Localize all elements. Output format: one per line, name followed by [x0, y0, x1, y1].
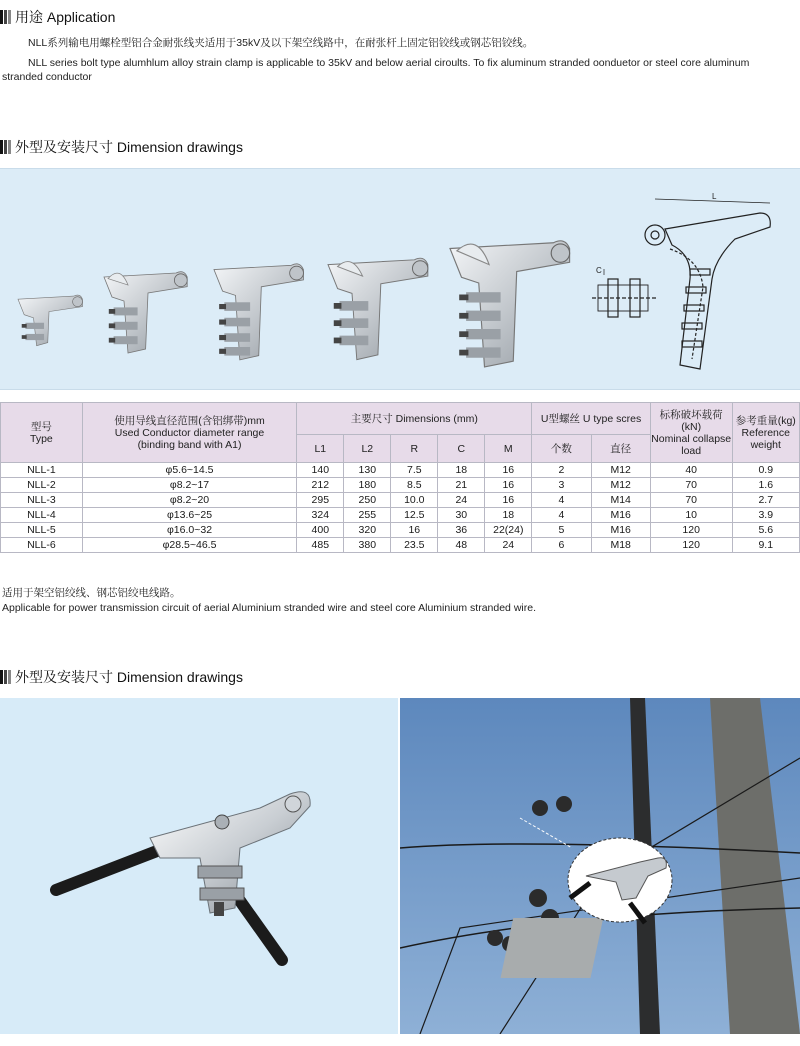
cell-l2: 180: [344, 478, 391, 493]
cell-l1: 324: [297, 508, 344, 523]
cell-c: 24: [438, 493, 485, 508]
cell-load: 10: [650, 508, 732, 523]
cell-type: NLL-2: [1, 478, 83, 493]
note-en: Applicable for power transmission circuit of aerial Aluminium stranded wire and steel core Aluminium stranded wire.: [2, 602, 536, 614]
cell-weight: 5.6: [732, 523, 799, 538]
clamp-product-photos: [0, 169, 800, 391]
cell-r: 12.5: [391, 508, 438, 523]
note-cn: 适用于架空铝绞线、钢芯铝绞电线路。: [2, 587, 181, 599]
sub-m: M: [485, 435, 532, 463]
cell-l2: 320: [344, 523, 391, 538]
cell-m: 16: [485, 493, 532, 508]
cell-count: 4: [532, 508, 591, 523]
cell-load: 120: [650, 523, 732, 538]
cell-r: 10.0: [391, 493, 438, 508]
cell-type: NLL-6: [1, 538, 83, 553]
cell-l1: 212: [297, 478, 344, 493]
dimension-title-2: 外型及安装尺寸 Dimension drawings: [15, 669, 243, 685]
cell-c: 36: [438, 523, 485, 538]
cell-size: M18: [591, 538, 650, 553]
cell-size: M16: [591, 523, 650, 538]
cell-count: 5: [532, 523, 591, 538]
cell-r: 23.5: [391, 538, 438, 553]
cell-type: NLL-5: [1, 523, 83, 538]
application-text-cn: NLL系列输电用螺栓型铝合金耐张线夹适用于35kV及以下架空线路中，在耐张杆上固定铝铰线或钢芯铝铰线。: [28, 37, 534, 49]
col-weight-header: 参考重量(kg) Reference weight: [732, 403, 799, 463]
cell-l1: 295: [297, 493, 344, 508]
clamp-closeup-image: [0, 698, 398, 1034]
section-bars-icon: [0, 10, 11, 24]
sub-r: R: [391, 435, 438, 463]
pole-scene-image: [400, 698, 800, 1034]
cell-l2: 255: [344, 508, 391, 523]
sub-count: 个数: [532, 435, 591, 463]
cell-l1: 140: [297, 463, 344, 478]
cell-count: 6: [532, 538, 591, 553]
cell-m: 16: [485, 463, 532, 478]
cell-diameter: φ16.0~32: [82, 523, 297, 538]
cell-m: 24: [485, 538, 532, 553]
table-row: [1, 463, 800, 478]
col-utype-header: U型螺丝 U type scres: [532, 403, 651, 435]
col-model-header: 型号 Type: [1, 403, 83, 463]
product-photo-panel: [0, 168, 800, 390]
sub-l2: L2: [344, 435, 391, 463]
installed-clamp-photo: [0, 698, 398, 1034]
cell-load: 40: [650, 463, 732, 478]
cell-weight: 1.6: [732, 478, 799, 493]
cell-r: 8.5: [391, 478, 438, 493]
clamp-photo-nll-2: [104, 272, 187, 353]
sub-c: C: [438, 435, 485, 463]
cell-size: M14: [591, 493, 650, 508]
pole-installation-photo: [400, 698, 800, 1034]
cell-count: 3: [532, 478, 591, 493]
cell-l2: 130: [344, 463, 391, 478]
cell-load: 120: [650, 538, 732, 553]
dimension-title-1: 外型及安装尺寸 Dimension drawings: [15, 139, 243, 155]
cell-type: NLL-1: [1, 463, 83, 478]
cell-c: 21: [438, 478, 485, 493]
dimension-heading-2: [0, 666, 243, 688]
sub-size: 直径: [591, 435, 650, 463]
section-bars-icon: [0, 670, 11, 684]
col-diameter-header: 使用导线直径范围(含铝绑带)mm Used Conductor diameter range (binding band with A1): [82, 403, 297, 463]
col-load-header: 标称破坏载荷(kN) Nominal collapse load: [650, 403, 732, 463]
cell-r: 7.5: [391, 463, 438, 478]
cell-weight: 0.9: [732, 463, 799, 478]
table-row: [1, 478, 800, 493]
cell-type: NLL-3: [1, 493, 83, 508]
application-heading: [0, 6, 115, 28]
cell-c: 48: [438, 538, 485, 553]
cell-l2: 250: [344, 493, 391, 508]
clamp-photo-nll-1: [18, 295, 82, 346]
cell-m: 16: [485, 478, 532, 493]
clamp-photo-nll-3: [214, 264, 303, 360]
cell-diameter: φ28.5~46.5: [82, 538, 297, 553]
drawing-label-l: L: [712, 192, 717, 201]
cell-size: M16: [591, 508, 650, 523]
cell-m: 22(24): [485, 523, 532, 538]
cell-diameter: φ13.6~25: [82, 508, 297, 523]
cell-size: M12: [591, 463, 650, 478]
drawing-label-c: C: [596, 266, 602, 275]
cell-count: 4: [532, 493, 591, 508]
application-text-en: NLL series bolt type alumhlum alloy strain clamp is applicable to 35kV and below aerial ciroults. To fix aluminum stranded oonduetor or steel core aluminum stranded conductor: [2, 57, 750, 83]
clamp-photo-nll-5: [450, 241, 570, 367]
cell-diameter: φ8.2~17: [82, 478, 297, 493]
cell-r: 16: [391, 523, 438, 538]
cell-weight: 9.1: [732, 538, 799, 553]
cell-c: 30: [438, 508, 485, 523]
cell-weight: 3.9: [732, 508, 799, 523]
clamp-photo-nll-4: [328, 258, 428, 359]
cell-load: 70: [650, 478, 732, 493]
cell-count: 2: [532, 463, 591, 478]
col-dimensions-header: 主要尺寸 Dimensions (mm): [297, 403, 532, 435]
spec-table: [0, 402, 800, 553]
table-row: [1, 493, 800, 508]
cell-diameter: φ5.6~14.5: [82, 463, 297, 478]
cell-load: 70: [650, 493, 732, 508]
spec-table-body: [1, 463, 800, 553]
cell-weight: 2.7: [732, 493, 799, 508]
application-title: 用途 Application: [15, 9, 116, 25]
cell-size: M12: [591, 478, 650, 493]
cell-c: 18: [438, 463, 485, 478]
section-bars-icon: [0, 140, 11, 154]
table-row: [1, 538, 800, 553]
table-row: [1, 508, 800, 523]
cell-diameter: φ8.2~20: [82, 493, 297, 508]
dimension-heading-1: [0, 136, 243, 158]
cell-l1: 400: [297, 523, 344, 538]
table-row: [1, 523, 800, 538]
cell-l2: 380: [344, 538, 391, 553]
cell-type: NLL-4: [1, 508, 83, 523]
cell-l1: 485: [297, 538, 344, 553]
cell-m: 18: [485, 508, 532, 523]
clamp-technical-drawing: [592, 192, 770, 369]
sub-l1: L1: [297, 435, 344, 463]
